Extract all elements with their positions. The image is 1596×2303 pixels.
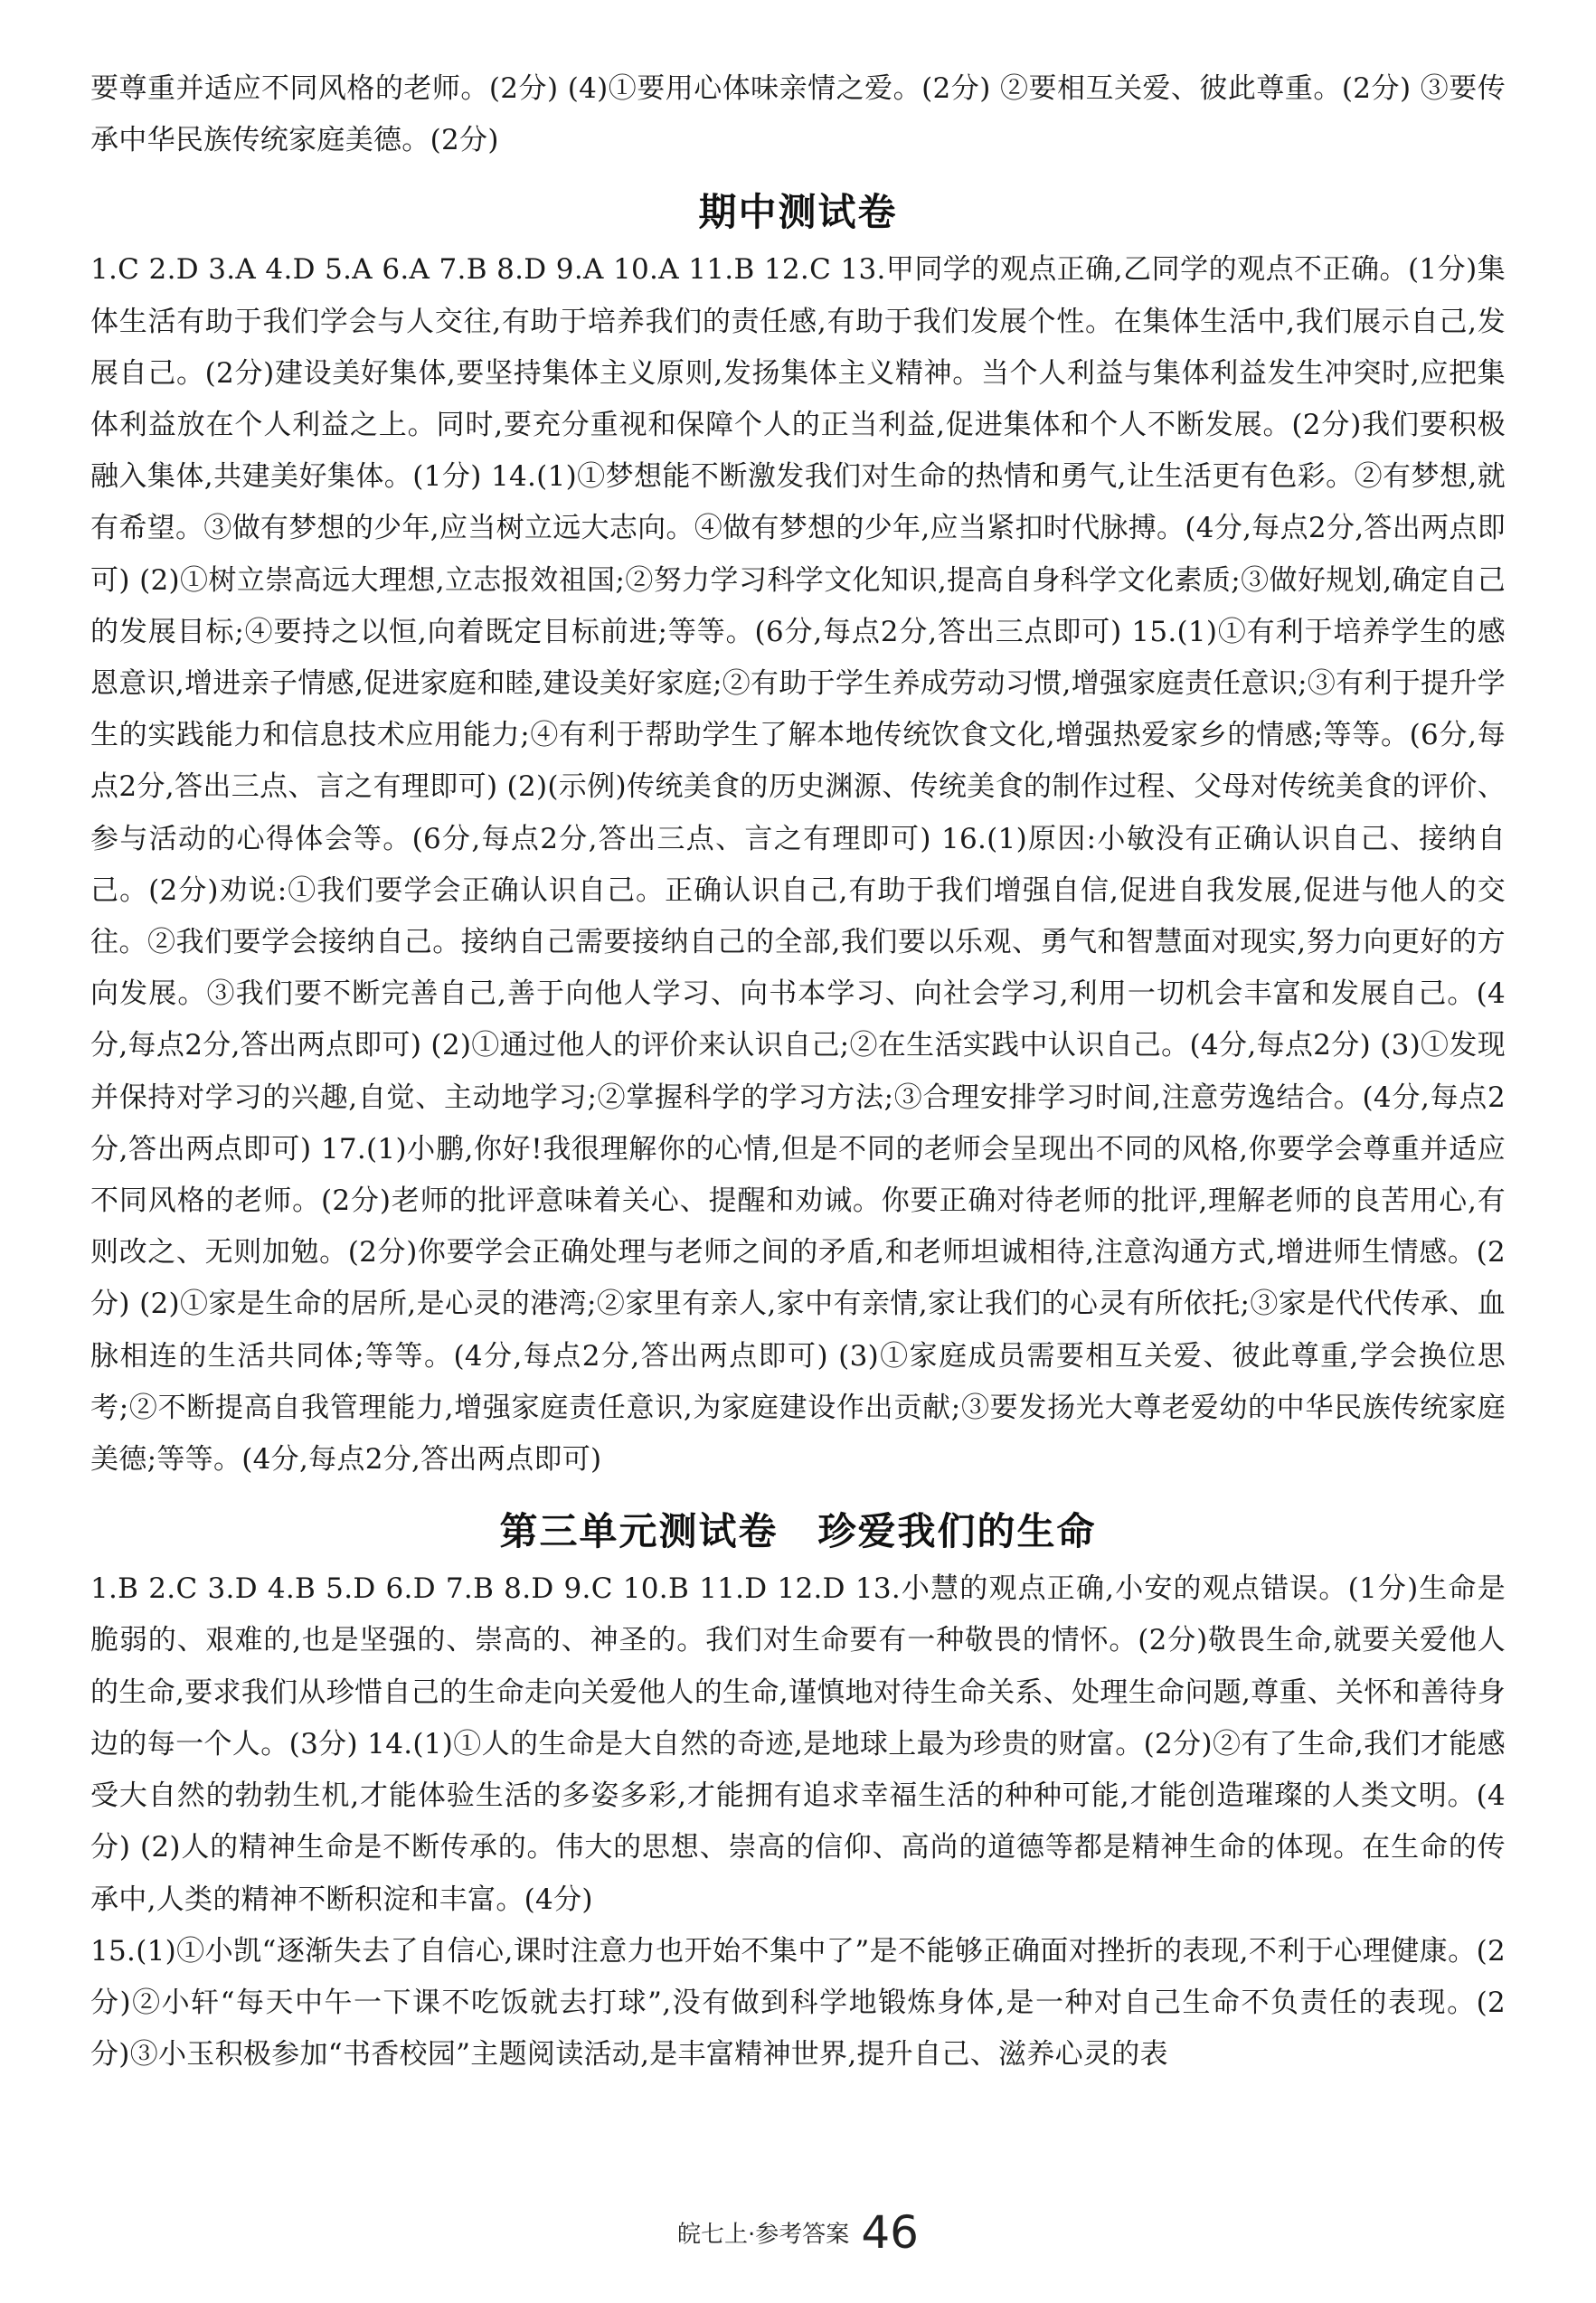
page-footer — [0, 2206, 1596, 2259]
section-body-unit-three-cont: 15.(1)①小凯“逐渐失去了自信心,课时注意力也开始不集中了”是不能够正确面对挫折的表现,不利于心理健康。(2分)②小轩“每天中午一下课不吃饭就去打球”,没有做到科学地锻炼身体,是一种对自己生命不负责任的表现。(2分)③小玉积极参加“书香校园”主题阅读活动,是丰富精神世界,提升自己、滋养心灵的表 — [90, 1934, 1506, 2072]
section-title-midterm: 期中测试卷 — [698, 190, 898, 235]
section-body-midterm: 1.C 2.D 3.A 4.D 5.A 6.A 7.B 8.D 9.A 10.A 11.B 12.C 13.甲同学的观点正确,乙同学的观点不正确。(1分)集体生活有助于我们学会与人交往,有助于培养我们的责任感,有助于我们发展个性。在集体生活中,我们展示自己,发展自己。(2分)建设美好集体,要坚持集体主义原则,发扬集体主义精神。当个人利益与集体利益发生冲突时,应把集体利益放在个人利益之上。同时,要充分重视和保障个人的正当利益,促进集体和个人不断发展。(2分)我们要积极融入集体,共建美好集体。(1分) 14.(1)①梦想能不断激发我们对生命的热情和勇气,让生活更有色彩。②有梦想,就有希望。③做有梦想的少年,应当树立远大志向。④做有梦想的少年,应当紧扣时代脉搏。(4分,每点2分,答出两点即可) (2)①树立崇高远大理想,立志报效祖国;②努力学习科学文化知识,提高自身科学文化素质;③做好规划,确定自己的发展目标;④要持之以恒,向着既定目标前进;等等。(6分,每点2分,答出三点即可) 15.(1)①有利于培养学生的感恩意识,增进亲子情感,促进家庭和睦,建设美好家庭;②有助于学生养成劳动习惯,增强家庭责任意识;③有利于提升学生的实践能力和信息技术应用能力;④有利于帮助学生了解本地传统饮食文化,增强热爱家乡的情感;等等。(6分,每点2分,答出三点、言之有理即可) (2)(示例)传统美食的历史渊源、传统美食的制作过程、父母对传统美食的评价、参与活动的心得体会等。(6分,每点2分,答出三点、言之有理即可) 16.(1)原因:小敏没有正确认识自己、接纳自己。(2分)劝说:①我们要学会正确认识自己。正确认识自己,有助于我们增强自信,促进自我发展,促进与他人的交往。②我们要学会接纳自己。接纳自己需要接纳自己的全部,我们要以乐观、勇气和智慧面对现实,努力向更好的方向发展。③我们要不断完善自己,善于向他人学习、向书本学习、向社会学习,利用一切机会丰富和发展自己。(4分,每点2分,答出两点即可) (2)①通过他人的评价来认识自己;②在生活实践中认识自己。(4分,每点2分) (3)①发现并保持对学习的兴趣,自觉、主动地学习;②掌握科学的学习方法;③合理安排学习时间,注意劳逸结合。(4分,每点2分,答出两点即可) 17.(1)小鹏,你好!我很理解你的心情,但是不同的老师会呈现出不同的风格,你要学会尊重并适应不同风格的老师。(2分)老师的批评意味着关心、提醒和劝诫。你要正确对待老师的批评,理解老师的良苦用心,有则改之、无则加勉。(2分)你要学会正确处理与老师之间的矛盾,和老师坦诚相待,注意沟通方式,增进师生情感。(2分) (2)①家是生命的居所,是心灵的港湾;②家里有亲人,家中有亲情,家让我们的心灵有所依托;③家是代代传承、血脉相连的生活共同体;等等。(4分,每点2分,答出两点即可) (3)①家庭成员需要相互关爱、彼此尊重,学会换位思考;②不断提高自我管理能力,增强家庭责任意识,为家庭建设作出贡献;③要发扬光大尊老爱幼的中华民族传统家庭美德;等等。(4分,每点2分,答出两点即可) — [90, 253, 1506, 1477]
footer-label: 皖七上·参考答案 — [677, 2221, 850, 2249]
intro-paragraph: 要尊重并适应不同风格的老师。(2分) (4)①要用心体味亲情之爱。(2分) ②要相互关爱、彼此尊重。(2分) ③要传承中华民族传统家庭美德。(2分) — [90, 72, 1506, 157]
section-title-unit-three: 第三单元测试卷 珍爱我们的生命 — [499, 1509, 1097, 1554]
section-midterm — [90, 183, 1506, 1486]
section-body-unit-three: 1.B 2.C 3.D 4.B 5.D 6.D 7.B 8.D 9.C 10.B 11.D 12.D 13.小慧的观点正确,小安的观点错误。(1分)生命是脆弱的、艰难的,也是坚强的、崇高的、神圣的。我们对生命要有一种敬畏的情怀。(2分)敬畏生命,就要关爱他人的生命,要求我们从珍惜自己的生命走向关爱他人的生命,谨慎地对待生命关系、处理生命问题,尊重、关怀和善待身边的每一个人。(3分) 14.(1)①人的生命是大自然的奇迹,是地球上最为珍贵的财富。(2分)②有了生命,我们才能感受大自然的勃勃生机,才能体验生活的多姿多彩,才能拥有追求幸福生活的种种可能,才能创造璀璨的人类文明。(4分) (2)人的精神生命是不断传承的。伟大的思想、崇高的信仰、高尚的道德等都是精神生命的体现。在生命的传承中,人类的精神不断积淀和丰富。(4分) — [90, 1572, 1506, 1916]
page-number: 46 — [861, 2206, 919, 2259]
section-unit-three — [90, 1502, 1506, 2081]
